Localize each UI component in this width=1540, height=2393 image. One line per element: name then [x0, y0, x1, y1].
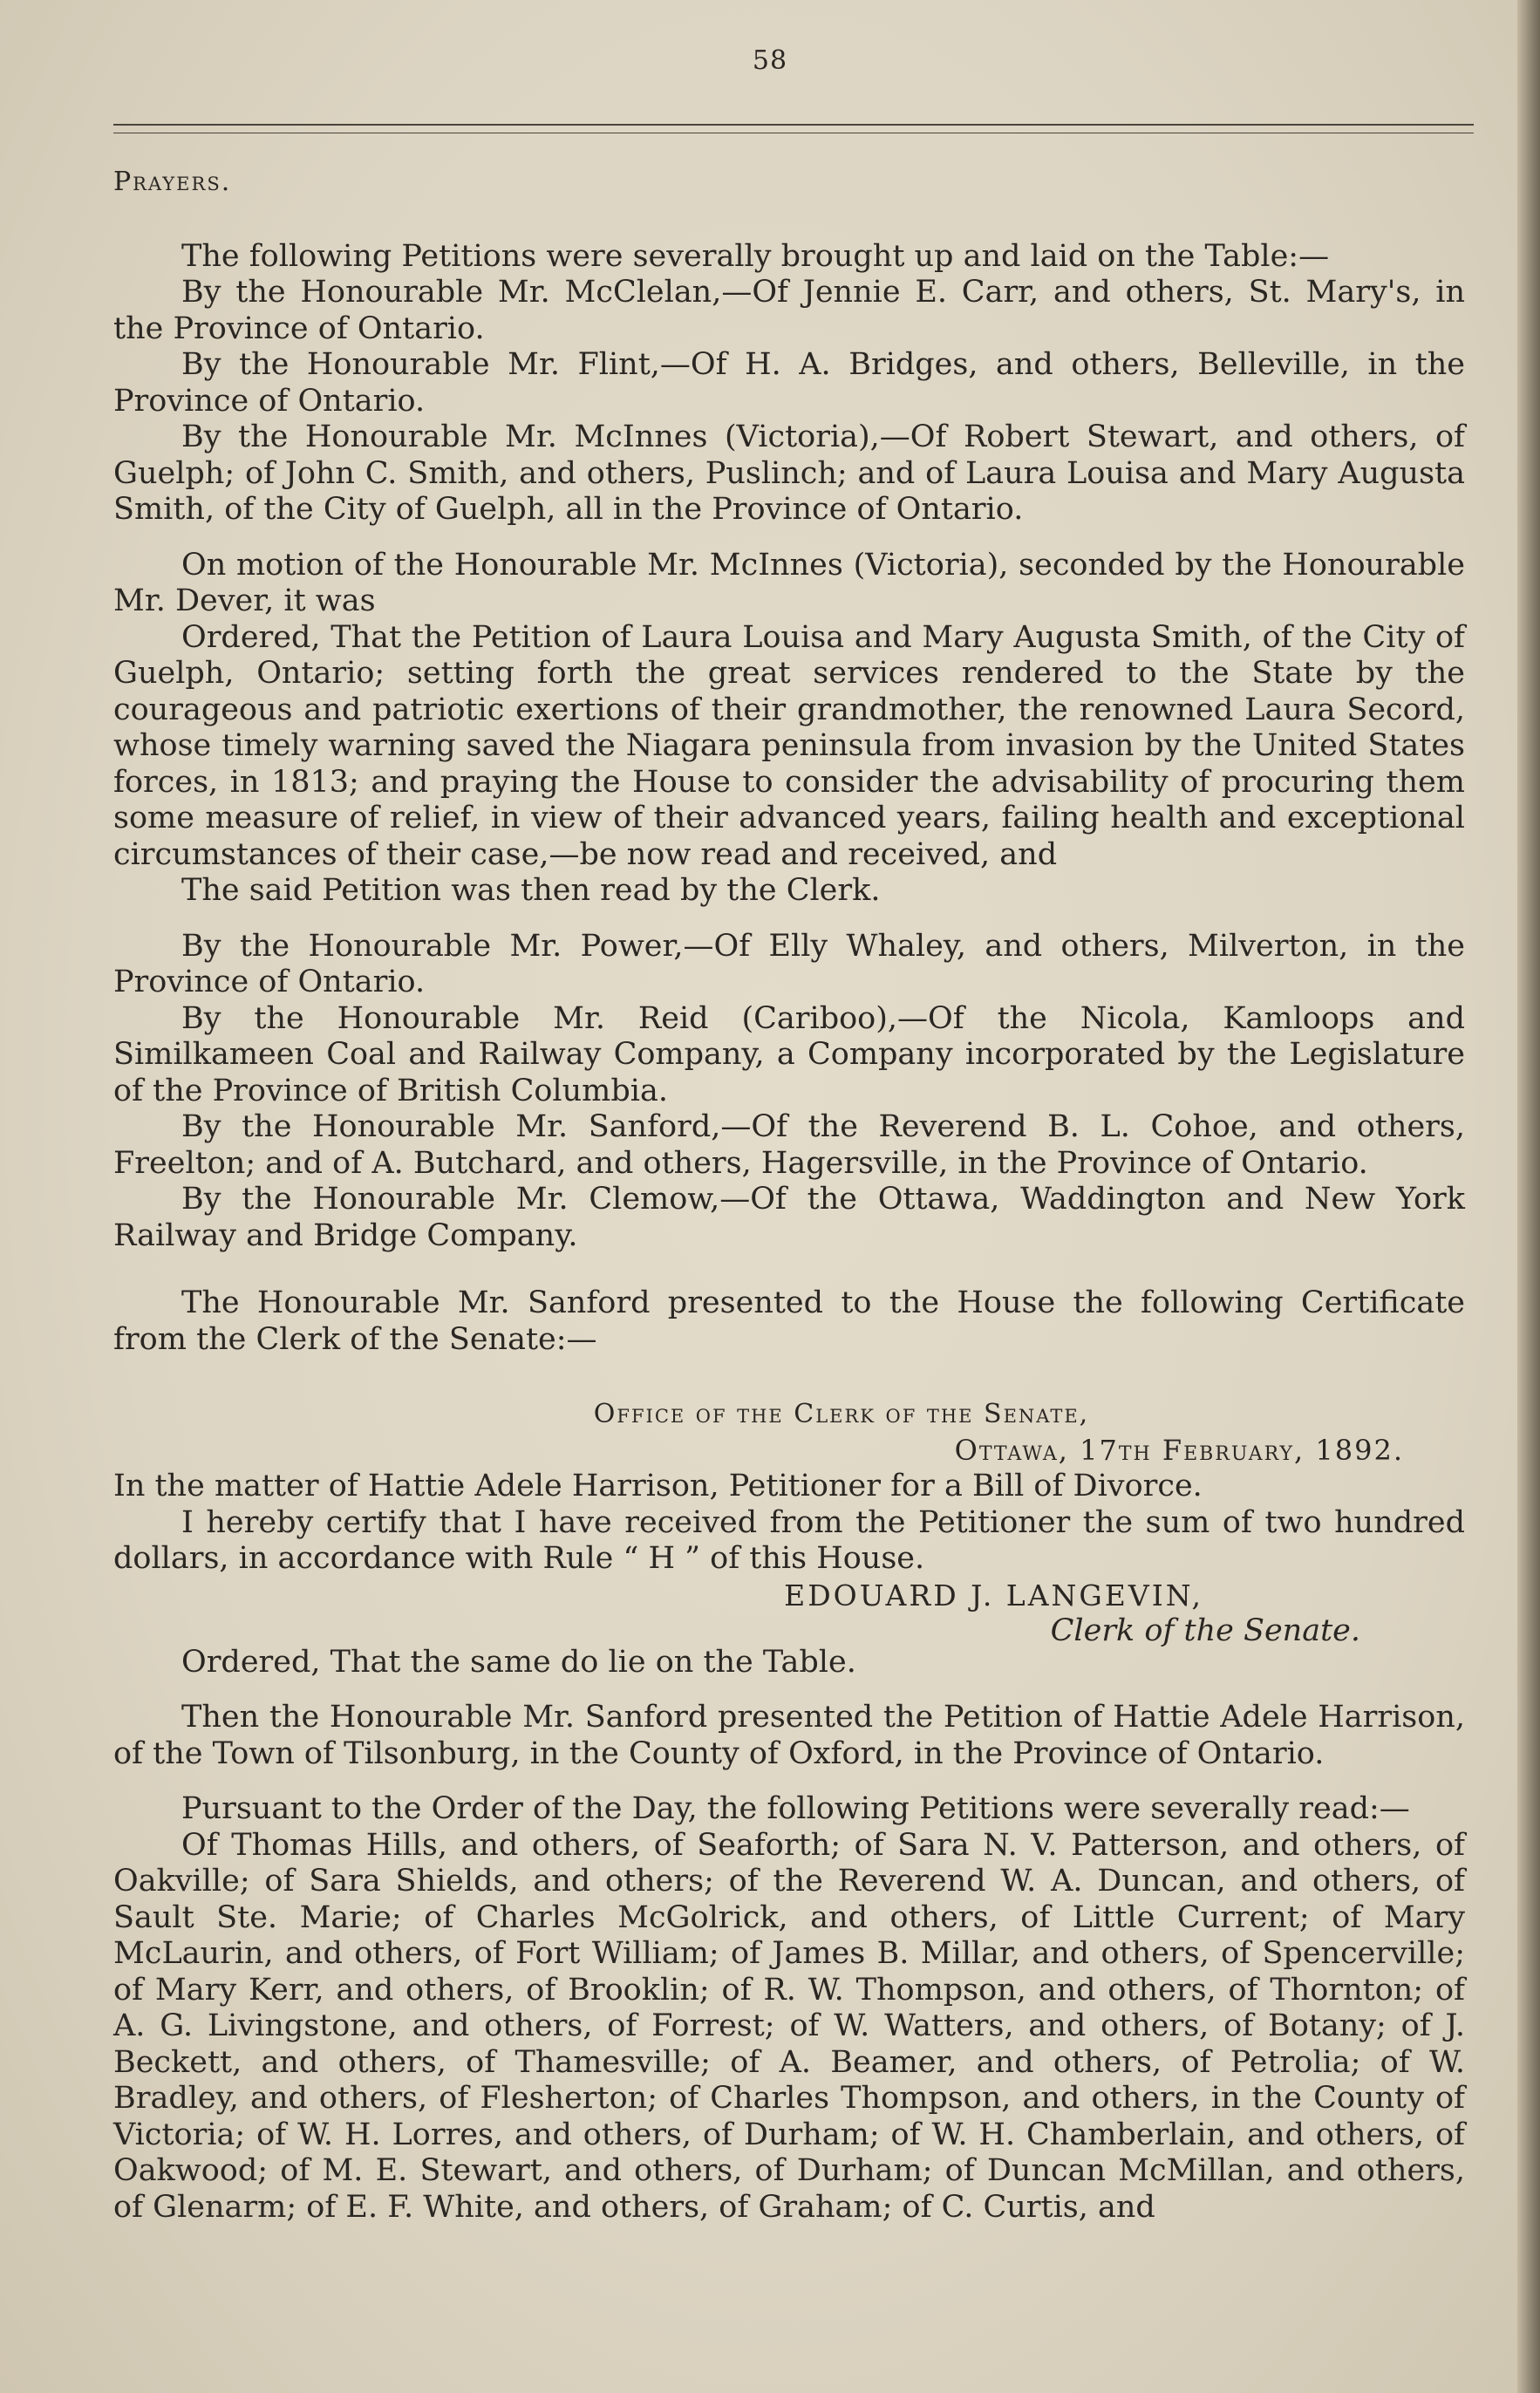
- signer-name: EDOUARD J. LANGEVIN,: [784, 1578, 1203, 1612]
- paragraph-intro: The following Petitions were severally brought up and laid on the Table:—: [181, 238, 1330, 274]
- petition-sanford: By the Honourable Mr. Sanford,—Of the Reverend B. L. Cohoe, and others, Freelton; and of A. Butchard, and others, Hagersville, in the Province of Ontario.: [113, 1109, 1465, 1181]
- petition-mcinnes: By the Honourable Mr. McInnes (Victoria),—Of Robert Stewart, and others, of Guelph; of John C. Smith, and others, Puslinch; and of Laura Louisa and Mary Augusta Smith, of the City of Guelph, all in the Province of Ontario.: [113, 419, 1465, 527]
- certificate-intro: The Honourable Mr. Sanford presented to the House the following Certificate from the Clerk of the Senate:—: [113, 1285, 1465, 1357]
- page-number: 58: [752, 45, 788, 76]
- petitions-read-list: Of Thomas Hills, and others, of Seaforth; of Sara N. V. Patterson, and others, of Oakville; of Sara Shields, and others; of the Reverend W. A. Duncan, and others, of Sault Ste. Marie; of Charles McGolrick, and others, of Little Current; of Mary McLaurin, and others, of Fort William; of James B. Millar, and others, of Spencerville; of Mary Kerr, and others, of Brooklin; of R. W. Thompson, and others, of Thornton; of A. G. Livingstone, and others, of Forrest; of W. Watters, and others, of Botany; of J. Beckett, and others, of Thamesville; of A. Beamer, and others, of Petrolia; of W. Bradley, and others, of Flesherton; of Charles Thompson, and others, in the County of Victoria; of W. H. Lorres, and others, of Durham; of W. H. Chamberlain, and others, of Oakwood; of M. E. Stewart, and others, of Durham; of Duncan McMillan, and others, of Glenarm; of E. F. White, and others, of Graham; of C. Curtis, and: [113, 1827, 1465, 2225]
- signer-title: Clerk of the Senate.: [1050, 1613, 1360, 1648]
- header-rule: [113, 124, 1474, 126]
- page-content: [113, 164, 1465, 2226]
- petition-reid: By the Honourable Mr. Reid (Cariboo),—Of the Nicola, Kamloops and Similkameen Coal and Railway Company, a Company incorporated by the Legislature of the Province of British Columbia.: [113, 1000, 1465, 1108]
- petition-power: By the Honourable Mr. Power,—Of Elly Whaley, and others, Milverton, in the Province of Ontario.: [113, 928, 1465, 999]
- page-edge-shadow: [1517, 0, 1540, 2393]
- petition-clemow: By the Honourable Mr. Clemow,—Of the Ottawa, Waddington and New York Railway and Bridge Company.: [113, 1182, 1465, 1253]
- motion-mcinnes: On motion of the Honourable Mr. McInnes (Victoria), seconded by the Honourable Mr. Dever, it was: [113, 547, 1465, 618]
- certificate-matter: In the matter of Hattie Adele Harrison, Petitioner for a Bill of Divorce.: [113, 1469, 1203, 1503]
- order-of-day: Pursuant to the Order of the Day, the following Petitions were severally read:—: [181, 1791, 1410, 1826]
- section-heading: Prayers.: [113, 167, 232, 197]
- ordered-lie-on-table: Ordered, That the same do lie on the Table.: [181, 1644, 856, 1680]
- ordered-secord-petition: Ordered, That the Petition of Laura Louisa and Mary Augusta Smith, of the City of Guelph, Ontario; setting forth the great services rendered to the State by the courageous and patriotic exertions of their grandmother, the renowned Laura Secord, whose timely warning saved the Niagara peninsula from invasion by the United States forces, in 1813; and praying the House to consider the advisability of procuring them some measure of relief, in view of their advanced years, failing health and exceptional circumstances of their case,—be now read and received, and: [113, 619, 1465, 872]
- certificate-place-date: Ottawa, 17th February, 1892.: [954, 1433, 1404, 1467]
- petition-mcclelan: By the Honourable Mr. McClelan,—Of Jennie E. Carr, and others, St. Mary's, in the Province of Ontario.: [113, 275, 1465, 346]
- petition-read-note: The said Petition was then read by the Clerk.: [181, 873, 881, 908]
- certificate-office: Office of the Clerk of the Senate,: [593, 1399, 1090, 1429]
- certificate-body: I hereby certify that I have received from the Petitioner the sum of two hundred dollars, in accordance with Rule “ H ” of this House.: [113, 1504, 1465, 1576]
- petition-harrison: Then the Honourable Mr. Sanford presented the Petition of Hattie Adele Harrison, of the Town of Tilsonburg, in the County of Oxford, in the Province of Ontario.: [113, 1700, 1465, 1771]
- petition-flint: By the Honourable Mr. Flint,—Of H. A. Bridges, and others, Belleville, in the Province of Ontario.: [113, 347, 1465, 419]
